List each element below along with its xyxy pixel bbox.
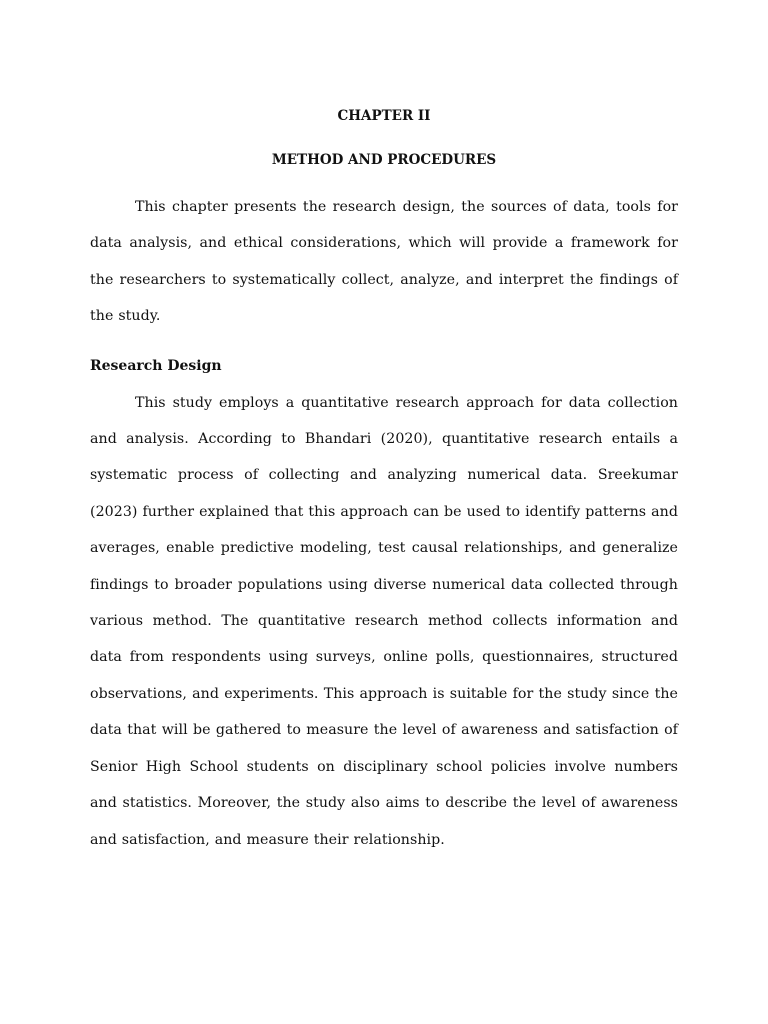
section-heading-research-design: Research Design — [90, 357, 222, 374]
chapter-subtitle: METHOD AND PROCEDURES — [271, 152, 497, 168]
intro-paragraph: This chapter presents the research design, the sources of data, tools for data analysis, and ethical considerations, which will provide a framework for the researchers to systematically collect, analyze, and interpret the findings of the study. — [90, 199, 678, 325]
research-design-paragraph: This study employs a quantitative research approach for data collection and analysis. According to Bhandari (2020), quantitative research entails a systematic process of collecting and analyzing numerical data. Sreekumar (2023) further explained that this approach can be used to identify patterns and averages, enable predictive modeling, test causal relationships, and generalize findings to broader populations using diverse numerical data collected through various method. The quantitative research method collects information and data from respondents using surveys, online polls, questionnaires, structured observations, and experiments. This approach is suitable for the study since the data that will be gathered to measure the level of awareness and satisfaction of Senior High School students on disciplinary school policies involve numbers and statistics. Moreover, the study also aims to describe the level of awareness and satisfaction, and measure their relationship. — [90, 394, 678, 848]
document-page — [90, 105, 678, 858]
chapter-title: CHAPTER II — [337, 108, 431, 124]
